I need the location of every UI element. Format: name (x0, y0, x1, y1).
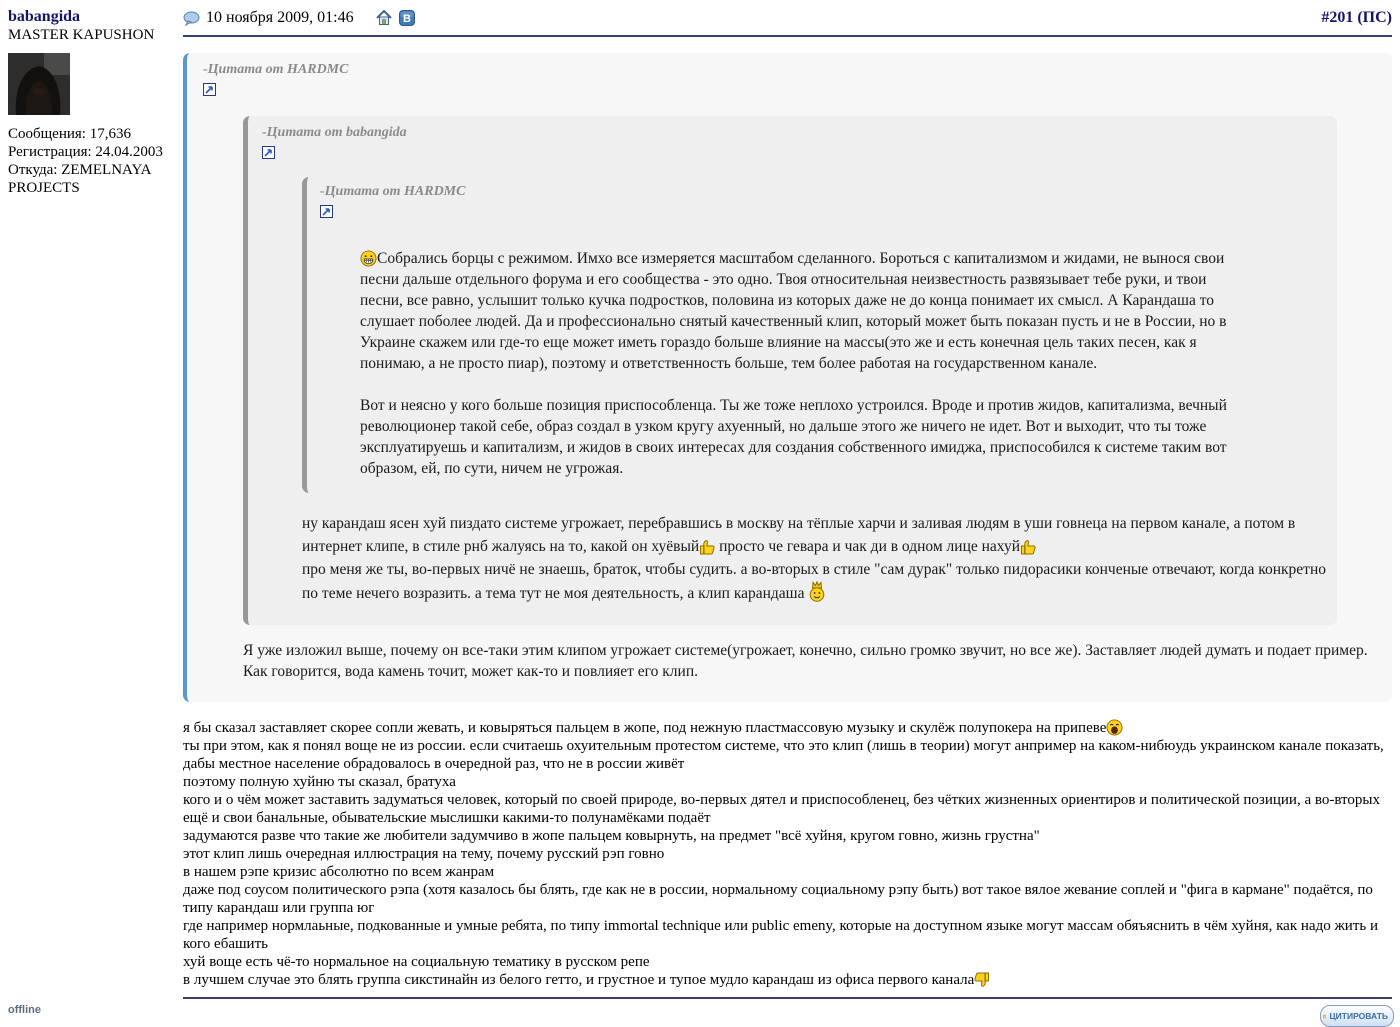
post-header (183, 8, 1392, 28)
thumbs-down-icon (974, 972, 990, 988)
thumbs-up-icon (699, 539, 715, 555)
post-line: этот клип лишь очередная иллюстрация на тему, почему русский рэп говно (183, 846, 665, 862)
user-panel (8, 8, 178, 197)
post-line: ты при этом, как я понял воще не из россии. если считаешь охуительным протестом системе, что это клип (лишь в теории) могут анпример на каком-нибюудь украинском канале показать, дабы местное население обрадовалось в очередной раз, что не в россии живёт (183, 738, 1384, 772)
avatar[interactable] (8, 53, 70, 115)
post-line: я бы сказал заставляет скорее сопли жевать, и ковыряться пальцем в жопе, под нежную пластмассовую музыку и скулёж полупокера на припеве (183, 719, 1392, 737)
quote-paragraph: Вот и неясно у кого больше позиция приспособленца. Ты же тоже неплохо устроился. Вроде и против жидов, капитализма, вечный революционер такой себе, образ создал в узком кругу ахуенный, но дальше этого же ничего не идет. Вот и выходит, что ты тоже эксплуатируешь и капитализм, и жидов в своих интересах для создания собственного имиджа, приспособился к системе таким вот образом, ей, по сути, ничем не угрожая. (360, 397, 1227, 477)
post-body-column (183, 8, 1392, 989)
yawn-smiley-icon (1106, 719, 1123, 736)
user-location: Откуда: ZEMELNAYA PROJECTS (8, 162, 151, 196)
user-registered: Регистрация: 24.04.2003 (8, 144, 163, 160)
view-post-link-icon[interactable] (203, 83, 216, 96)
quote-block-hardmc-inner (302, 177, 1250, 493)
king-smiley-icon (808, 581, 826, 602)
svg-text:B: B (402, 13, 411, 25)
quote-block-babangida (243, 116, 1337, 625)
post-line: хуй воще есть чё-то нормальное на социальную тематику в русском репе (183, 954, 650, 970)
post-line: в нашем рэпе кризис абсолютно по всем жанрам (183, 864, 495, 880)
user-posts: Сообщения: 17,636 (8, 126, 131, 142)
quote-block-hardmc (183, 53, 1392, 702)
post-line: поэтому полную хуйню ты сказал, братуха (183, 774, 456, 790)
quote-title: -Цитата от HARDMC (203, 62, 349, 77)
header-divider (183, 35, 1392, 37)
quote-text: ну карандаш ясен хуй пиздато системе угрожает, перебравшись в москву на тёплые харчи и заливая людям в уши говнеца на первом канале, а потом в интернет клипе, в стиле рнб жалуясь на то, какой он хуёвый просто че гевара и чак ди в одном лице нахуй про меня же ты, во-первых ничё не знаешь, браток, чтобы судить. а во-вторых в стиле "сам дурак" только пидорасики конченые отвечают, когда конкретно по теме нечего возразить. а тема тут не моя деятельность, а клип карандаша (302, 515, 1326, 602)
view-post-link-icon[interactable] (320, 205, 333, 218)
post-line: даже под соусом политического рэпа (хотя казалось бы блять, где как не в россии, нормальному социальному рэпу быть) вот такое вялое жевание соплей и "фига в кармане" подаётся, по типу карандаш или группа юг (183, 882, 1373, 916)
post-number: #201 (ПС) (1321, 9, 1392, 26)
quote-title: -Цитата от HARDMC (320, 184, 466, 199)
quote-paragraph: Собрались борцы с режимом. Имхо все измеряется масштабом сделанного. Бороться с капитализмом и жидами, не вынося свои песни дальше отдельного форума и его сообщества - это одно. Твоя относительная неизвестность развязывает тебе руки, и твои песни, все равно, услышит только кучка подростков, половина из которых даже не до конца понимает их смысл. А Карандаша то слушает поболее людей. Да и профессионально снятый качественный клип, который может быть показан пусть и не в России, но в Украине скажем или где-то еще может иметь гораздо больше влияние на массы(это же и есть конечная цель таких песен, как я понимаю, а не просто пиар), поэтому и ответственность больше, тем более работая на государственном канале. (360, 250, 1227, 372)
post-line: где например нормлаьные, подкованные и умные ребята, по типу immortal technique или public emeny, которые на доступном языке могут массам обяъяснить в чём хуйня, как надо жить и кого ебашить (183, 918, 1379, 952)
quote-button-icon (1323, 1009, 1326, 1024)
grin-smiley-icon (360, 250, 377, 267)
vbulletin-icon[interactable] (399, 10, 415, 26)
post-footer-divider (183, 997, 1392, 999)
username-link[interactable]: babangida (8, 8, 81, 25)
home-icon[interactable] (376, 10, 392, 26)
thumbs-up-icon (1020, 539, 1036, 555)
post-line: кого и о чём может заставить задуматься человек, который по своей природе, во-первых дятел и приспособленец, без чётких жизненных ориентиров и политической позиции, а во-вторых ещё и свои банальные, обывательские мыслишки какими-то полунамёками подаёт (183, 792, 1380, 826)
quote-text: Я уже изложил выше, почему он все-таки этим клипом угрожает системе(угрожает, конечно, сильно громко звучит, но все же). Заставляет людей думать и подает пример. Как говорится, вода камень точит, может как-то и повлияет его клип. (243, 642, 1368, 680)
post-line: в лучшем случае это блять группа сикстинайн из белого гетто, и грустное и тупое мудло карандаш из офиса первого канала (183, 971, 1392, 989)
comment-bubble-icon (183, 11, 200, 26)
view-post-link-icon[interactable] (262, 146, 275, 159)
online-status: offline (8, 1004, 41, 1016)
user-title: MASTER KAPUSHON (8, 27, 155, 43)
quote-reply-button[interactable]: ЦИТИРОВАТЬ (1320, 1005, 1394, 1027)
quote-title: -Цитата от babangida (262, 125, 407, 140)
post-message (183, 719, 1392, 989)
post-date: 10 ноября 2009, 01:46 (206, 9, 354, 26)
post-line: задумаются разве что такие же любители задумчиво в жопе пальцем ковырнуть, на предмет "всё хуйня, кругом говно, жизнь грустна" (183, 828, 1040, 844)
